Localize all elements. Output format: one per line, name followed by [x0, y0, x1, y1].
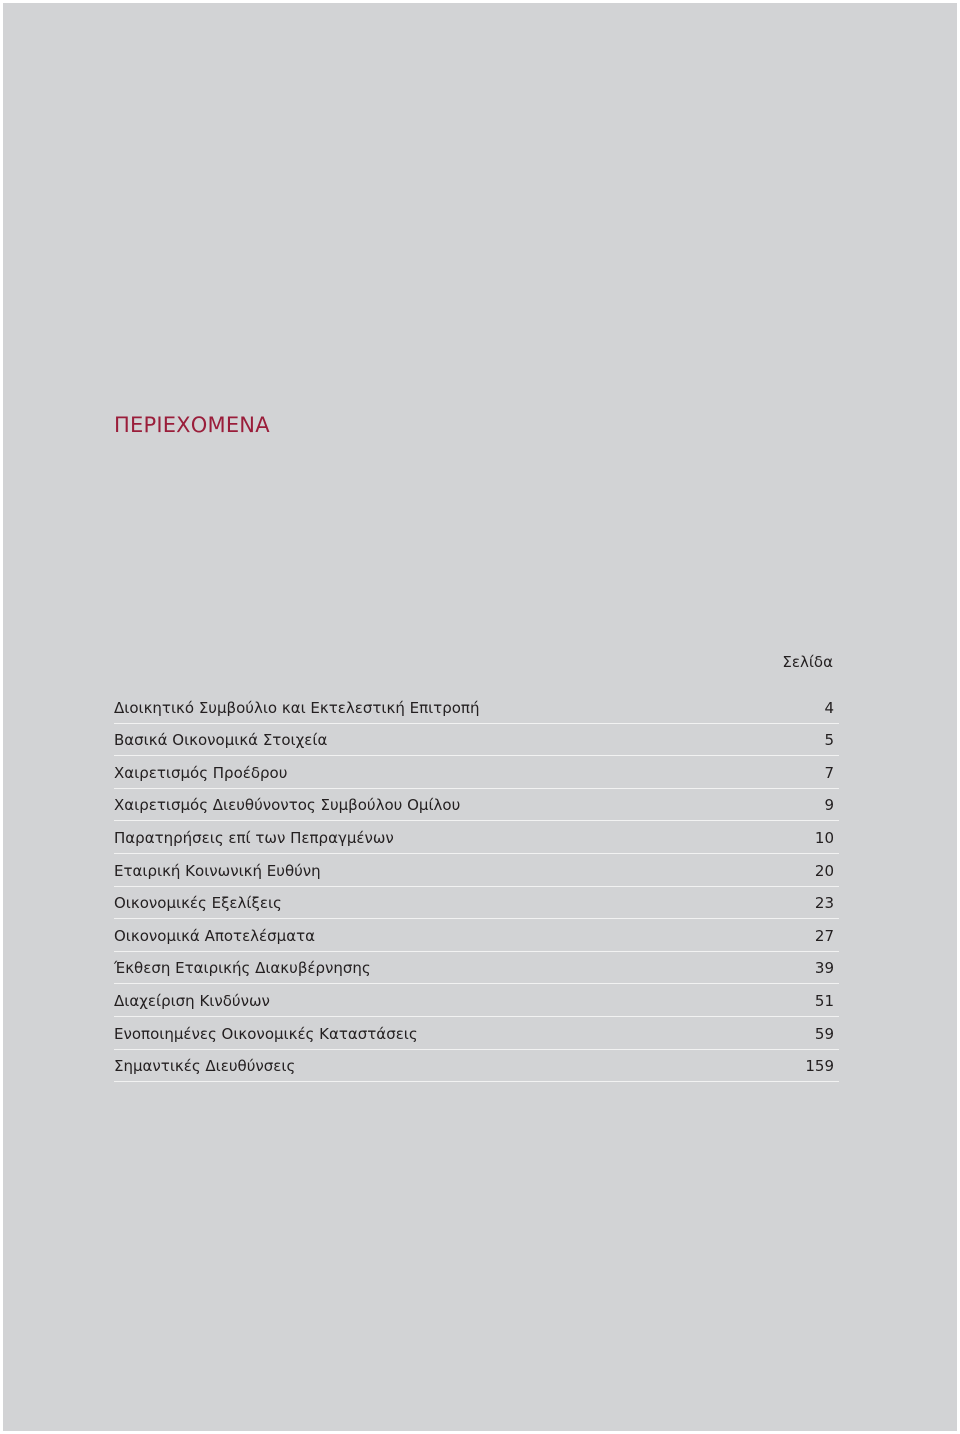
- toc-entry[interactable]: [114, 1017, 839, 1050]
- toc-title: ΠΕΡΙΕΧΟΜΕΝΑ: [114, 413, 270, 437]
- toc-entry[interactable]: [114, 952, 839, 985]
- toc-entry[interactable]: [114, 789, 839, 822]
- toc-entry-label: Χαιρετισμός Προέδρου: [114, 763, 288, 782]
- toc-entry-label: Διαχείριση Κινδύνων: [114, 991, 270, 1010]
- toc-entry-label: Οικονομικά Αποτελέσματα: [114, 926, 316, 945]
- toc-entry[interactable]: [114, 887, 839, 920]
- toc-entry-label: Διοικητικό Συμβούλιο και Εκτελεστική Επιτροπή: [114, 698, 480, 717]
- toc-entry[interactable]: [114, 724, 839, 757]
- toc-entry-label: Παρατηρήσεις επί των Πεπραγμένων: [114, 828, 394, 847]
- toc-entry-page: 59: [814, 1024, 834, 1043]
- toc-entry-page: 23: [814, 894, 834, 913]
- toc-entry-page: 10: [814, 828, 834, 847]
- toc-entry[interactable]: [114, 756, 839, 789]
- toc-entry-page: 9: [824, 796, 834, 815]
- toc-entry-page: 20: [814, 861, 834, 880]
- toc-entry-label: Έκθεση Εταιρικής Διακυβέρνησης: [114, 959, 371, 978]
- toc-entry[interactable]: [114, 919, 839, 952]
- toc-entry-page: 7: [824, 763, 834, 782]
- toc-entry[interactable]: [114, 854, 839, 887]
- toc-entry[interactable]: [114, 691, 839, 724]
- toc-entry-label: Εταιρική Κοινωνική Ευθύνη: [114, 861, 321, 880]
- toc-entry[interactable]: [114, 1050, 839, 1083]
- toc-entry-page: 4: [824, 698, 834, 717]
- toc-entry-label: Σημαντικές Διευθύνσεις: [114, 1057, 296, 1076]
- page-column-label: Σελίδα: [782, 653, 833, 671]
- toc-entry-page: 5: [824, 731, 834, 750]
- toc-entry-label: Βασικά Οικονομικά Στοιχεία: [114, 731, 328, 750]
- toc-entry-page: 39: [814, 959, 834, 978]
- toc-entry[interactable]: [114, 984, 839, 1017]
- toc-entry-page: 51: [814, 991, 834, 1010]
- toc-entry-page: 27: [814, 926, 834, 945]
- toc-entry-page: 159: [805, 1057, 834, 1076]
- toc-entry-label: Οικονομικές Εξελίξεις: [114, 894, 282, 913]
- toc-entry-label: Ενοποιημένες Οικονομικές Καταστάσεις: [114, 1024, 418, 1043]
- document-page: [3, 3, 957, 1431]
- toc-list: [114, 691, 839, 1082]
- toc-entry[interactable]: [114, 821, 839, 854]
- toc-entry-label: Χαιρετισμός Διευθύνοντος Συμβούλου Ομίλου: [114, 796, 461, 815]
